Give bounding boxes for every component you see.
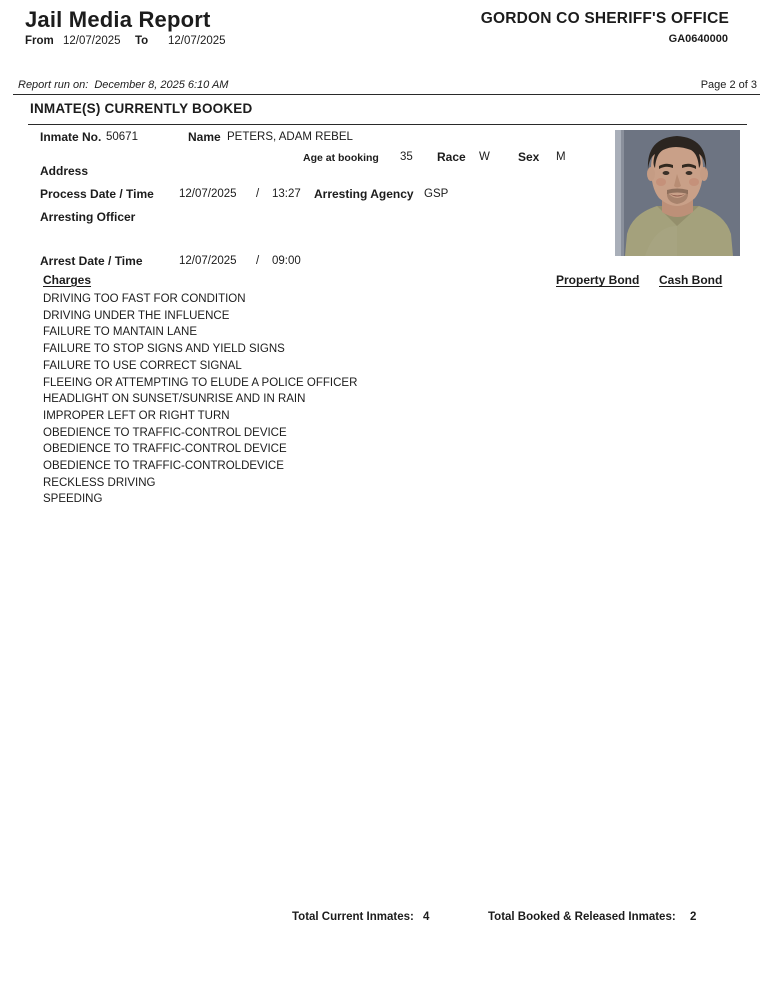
sex-label: Sex (518, 150, 540, 164)
total-current-inmates-label: Total Current Inmates: (292, 911, 414, 923)
to-label: To (135, 35, 149, 47)
charge-item: OBEDIENCE TO TRAFFIC-CONTROL DEVICE (43, 426, 287, 439)
charge-item: IMPROPER LEFT OR RIGHT TURN (43, 409, 230, 422)
age-value: 35 (400, 151, 413, 163)
property-bond-column-header: Property Bond (556, 273, 640, 287)
arresting-officer-label: Arresting Officer (40, 210, 136, 224)
charge-item: DRIVING TOO FAST FOR CONDITION (43, 293, 246, 305)
office-code: GA0640000 (668, 33, 728, 45)
inmate-no-label: Inmate No. (40, 130, 102, 144)
charges-list (43, 291, 357, 508)
report-title: Jail Media Report (25, 7, 211, 32)
section-title: INMATE(S) CURRENTLY BOOKED (30, 101, 253, 116)
charge-item: DRIVING UNDER THE INFLUENCE (43, 309, 230, 322)
charge-item: OBEDIENCE TO TRAFFIC-CONTROLDEVICE (43, 460, 284, 473)
date-range-row (25, 35, 226, 47)
race-label: Race (437, 150, 466, 164)
total-booked-released-value: 2 (690, 911, 697, 923)
charge-item: HEADLIGHT ON SUNSET/SUNRISE AND IN RAIN (43, 393, 306, 406)
total-current-inmates-value: 4 (423, 911, 430, 923)
process-datetime-label: Process Date / Time (40, 187, 154, 201)
arresting-agency-label: Arresting Agency (314, 187, 414, 201)
page-indicator: Page 2 of 3 (700, 79, 757, 91)
sex-value: M (556, 151, 566, 163)
name-value: PETERS, ADAM REBEL (227, 131, 353, 143)
process-time-value: 13:27 (272, 188, 301, 200)
inmate-mugshot-photo (615, 130, 740, 256)
charges-column-header: Charges (43, 273, 92, 287)
arrest-datetime-separator: / (256, 255, 260, 267)
section-divider (28, 124, 747, 125)
charge-item: FAILURE TO MANTAIN LANE (43, 326, 198, 339)
name-label: Name (188, 130, 221, 144)
process-date-value: 12/07/2025 (179, 188, 237, 200)
from-date-value: 12/07/2025 (63, 35, 121, 47)
office-name: GORDON CO SHERIFF'S OFFICE (480, 10, 729, 27)
total-booked-released-label: Total Booked & Released Inmates: (488, 911, 676, 923)
header-divider (13, 94, 760, 95)
run-on-value: December 8, 2025 6:10 AM (94, 79, 229, 91)
arrest-time-value: 09:00 (272, 255, 301, 267)
address-label: Address (40, 164, 89, 178)
charge-item: SPEEDING (43, 493, 103, 506)
inmate-no-value: 50671 (106, 131, 138, 143)
charge-item: FAILURE TO STOP SIGNS AND YIELD SIGNS (43, 343, 285, 356)
from-label: From (25, 35, 54, 47)
arresting-agency-value: GSP (424, 188, 449, 200)
to-date-value: 12/07/2025 (168, 35, 226, 47)
charge-item: FAILURE TO USE CORRECT SIGNAL (43, 359, 242, 372)
charge-item: FLEEING OR ATTEMPTING TO ELUDE A POLICE OFFICER (43, 376, 358, 389)
charge-item: RECKLESS DRIVING (43, 476, 156, 489)
cash-bond-column-header: Cash Bond (659, 273, 723, 287)
race-value: W (479, 151, 490, 163)
arrest-date-value: 12/07/2025 (179, 255, 237, 267)
run-on-label: Report run on: (18, 79, 89, 91)
arrest-datetime-label: Arrest Date / Time (40, 254, 143, 268)
mugshot-illustration (615, 130, 740, 256)
process-datetime-separator: / (256, 188, 260, 200)
report-run-on-row (18, 79, 228, 91)
age-at-booking-label: Age at booking (303, 152, 379, 164)
charge-item: OBEDIENCE TO TRAFFIC-CONTROL DEVICE (43, 443, 287, 456)
